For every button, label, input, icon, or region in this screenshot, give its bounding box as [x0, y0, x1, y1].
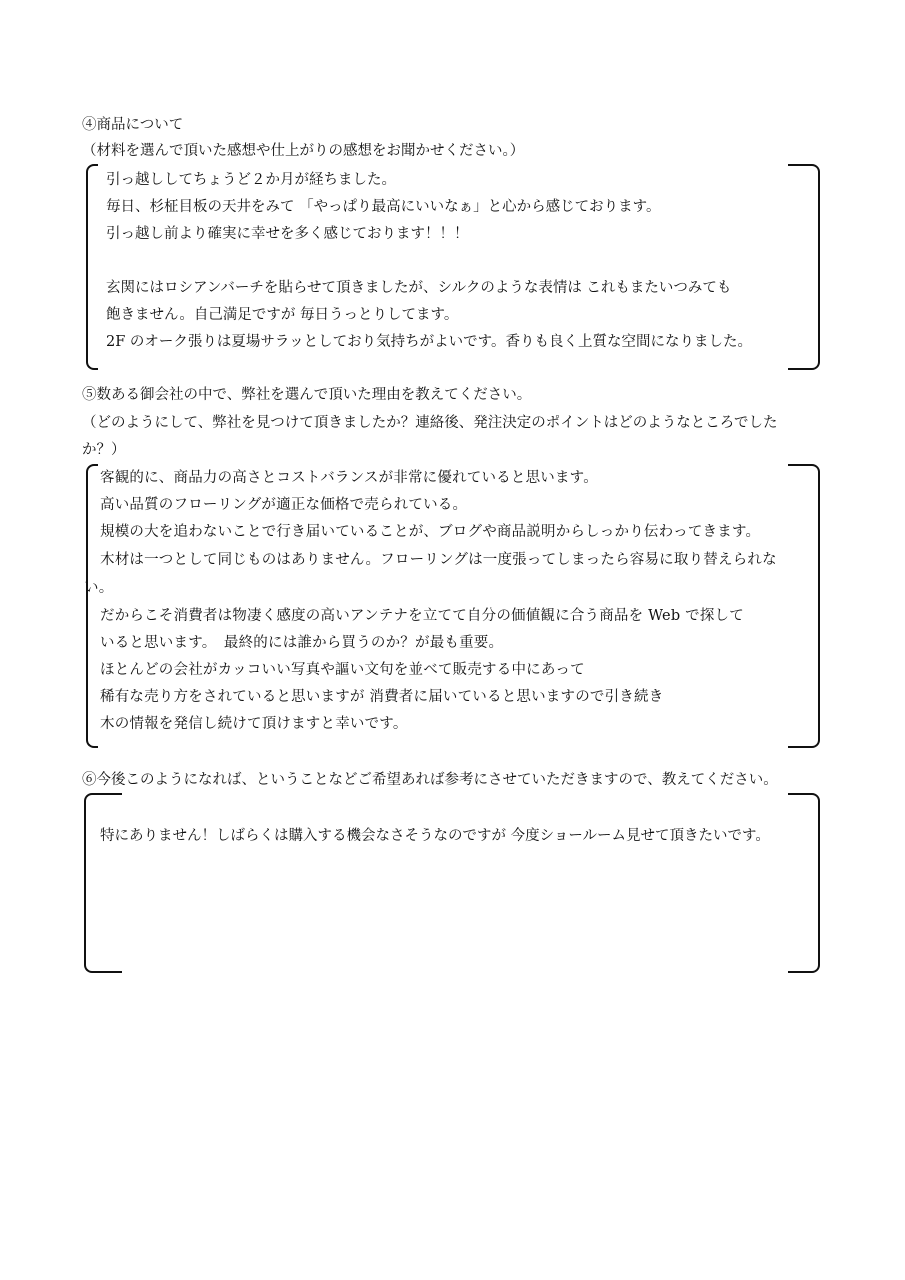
q5-answer-line: い。	[84, 580, 114, 596]
q4-answer-bracket-left	[86, 164, 98, 370]
q4-answer-line: 引っ越ししてちょうど２か月が経ちました。	[106, 172, 396, 188]
q5-answer-line: 稀有な売り方をされていると思いますが 消費者に届いていると思いますので引き続き	[100, 689, 664, 705]
q4-answer-bracket-right	[788, 164, 820, 370]
q5-answer-line: ほとんどの会社がカッコいい写真や謳い文句を並べて販売する中にあって	[100, 662, 585, 678]
q5-answer-bracket-left	[86, 464, 98, 748]
q5-subheading-cont: か？）	[82, 442, 126, 458]
q4-answer-line: 引っ越し前より確実に幸せを多く感じております！！！	[106, 226, 469, 242]
q4-answer-line: 2F のオーク張りは夏場サラッとしており気持ちがよいです。香りも良く上質な空間になりました。	[106, 334, 752, 350]
q5-answer-line: いると思います。 最終的には誰から買うのか？が最も重要。	[100, 635, 504, 651]
q5-answer-line: だからこそ消費者は物凄く感度の高いアンテナを立てて自分の価値観に合う商品を Web で探して	[100, 608, 744, 624]
q5-answer-line: 木の情報を発信し続けて頂けますと幸いです。	[100, 716, 408, 732]
q5-answer-bracket-right	[788, 464, 820, 748]
q4-answer-line: 毎日、杉柾目板の天井をみて 「やっぱり最高にいいなぁ」と心から感じております。	[106, 199, 661, 215]
q5-answer-line: 高い品質のフローリングが適正な価格で売られている。	[100, 497, 468, 513]
q5-answer-line: 規模の大を追わないことで行き届いていることが、ブログや商品説明からしっかり伝わってきます。	[100, 524, 761, 540]
q5-answer-line: 木材は一つとして同じものはありません。フローリングは一度張ってしまったら容易に取り替えられな	[100, 552, 777, 568]
q6-answer: 特にありません！しばらくは購入する機会なさそうなのですが 今度ショールーム見せて頂きたいです。	[100, 828, 770, 844]
q6-heading: ⑥今後このようになれば、ということなどご希望あれば参考にさせていただきますので、教えてください。	[82, 772, 778, 788]
q4-heading: ④商品について	[82, 117, 184, 133]
q5-heading: ⑤数ある御会社の中で、弊社を選んで頂いた理由を教えてください。	[82, 387, 532, 403]
q5-answer-line: 客観的に、商品力の高さとコストバランスが非常に優れていると思います。	[100, 470, 598, 486]
q6-answer-bracket-right	[788, 793, 820, 973]
q4-answer-line: 玄関にはロシアンバーチを貼らせて頂きましたが、シルクのような表情は これもまたいつみても	[106, 280, 732, 296]
q6-answer-bracket-left	[84, 793, 122, 973]
q4-answer-line: 飽きません。自己満足ですが 毎日うっとりしてます。	[106, 307, 459, 323]
q4-subheading: （材料を選んで頂いた感想や仕上がりの感想をお聞かせください。）	[82, 143, 525, 159]
q5-subheading: （どのようにして、弊社を見つけて頂きましたか？連絡後、発注決定のポイントはどのようなところでした	[82, 415, 778, 431]
